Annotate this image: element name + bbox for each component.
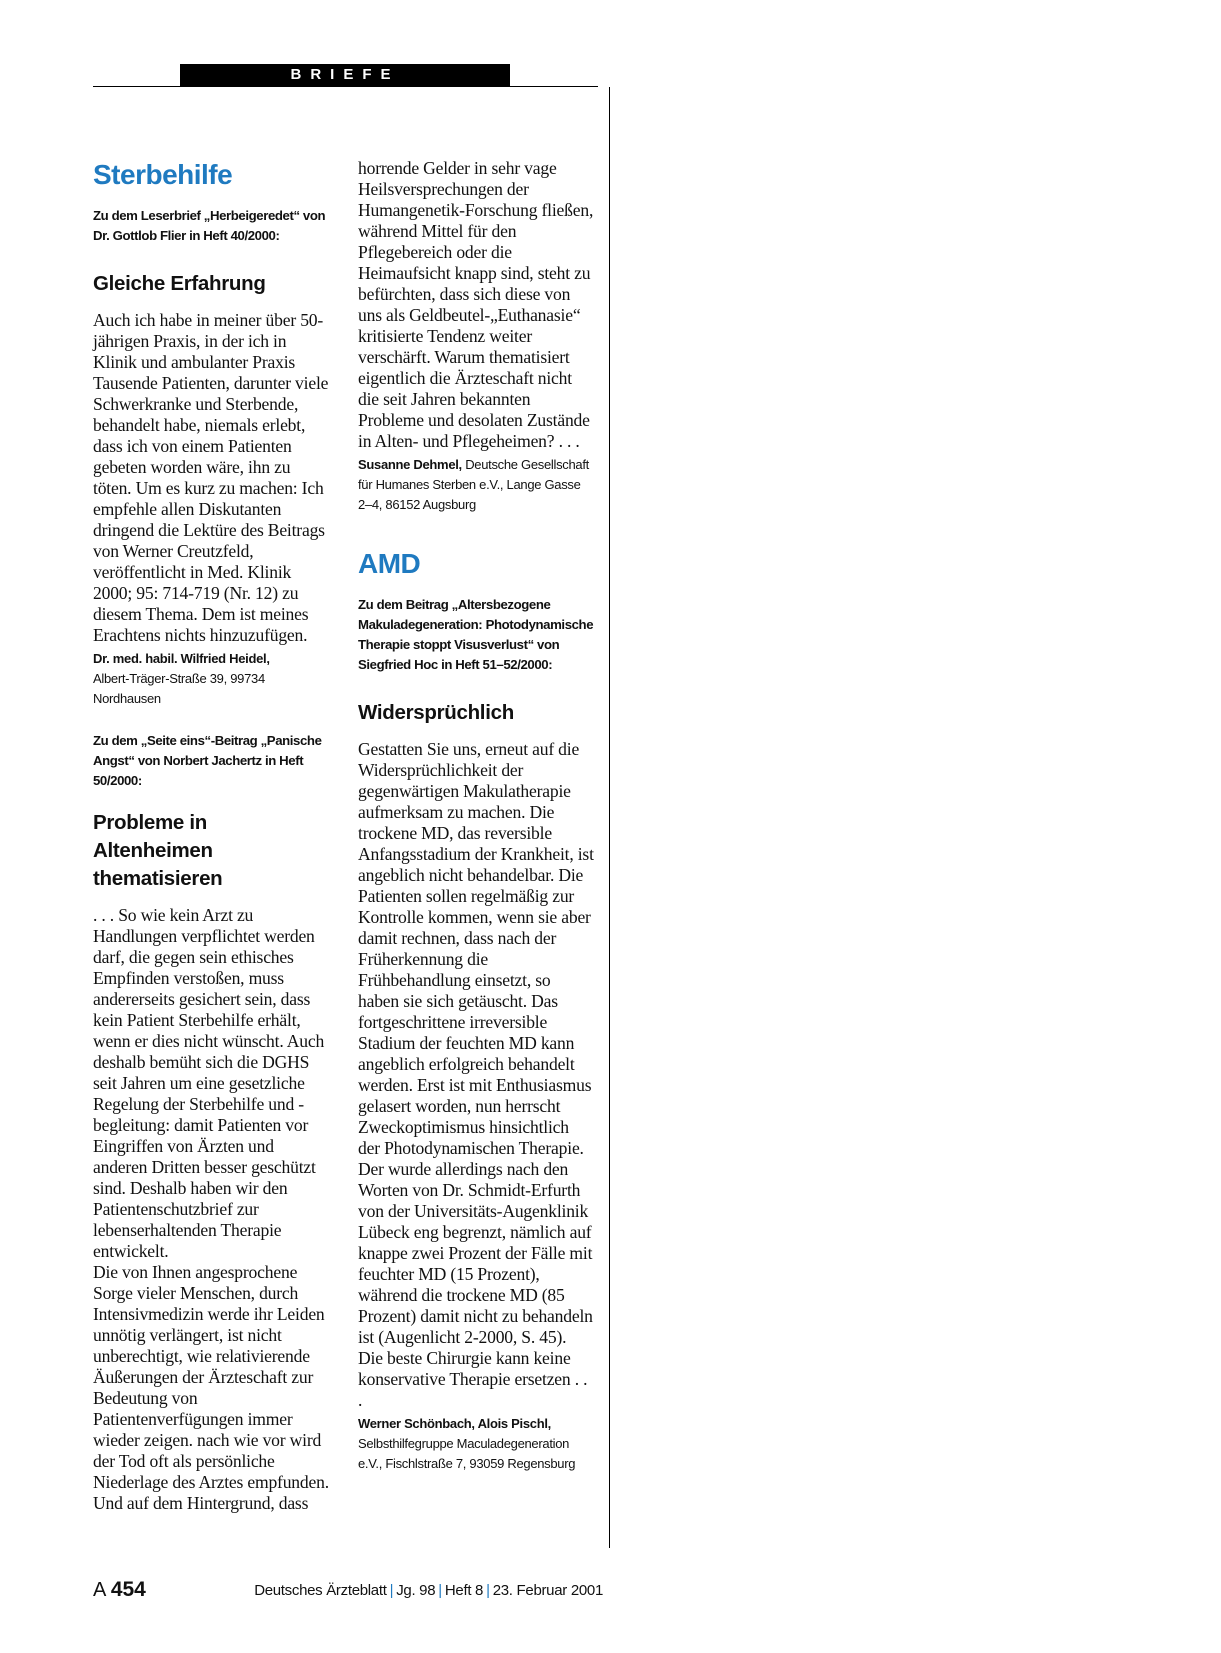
header-rule	[93, 86, 598, 87]
letter-intro: Zu dem Beitrag „Altersbezogene Makuladegeneration: Photodynamische Therapie stoppt Visusverlust“ von Siegfried Hoc in Heft 51–52/2000:	[358, 597, 594, 672]
column-rule	[609, 87, 610, 1548]
letter-body: . . . So wie kein Arzt zu Handlungen verpflichtet werden darf, die gegen sein ethisches Empfinden verstoßen, muss andererseits gesichert sein, dass kein Patient Sterbehilfe erhält, wenn er dies nicht wünscht. Auch deshalb bemüht sich die DGHS seit Jahren um eine gesetzliche Regelung der Sterbehilfe und -begleitung: damit Patienten vor Eingriffen von Ärzten und anderen Dritten besser geschützt sind. Deshalb haben wir den Patientenschutzbrief zur lebenserhaltenden Therapie entwickelt.	[93, 905, 325, 1261]
section-header-label: BRIEFE	[290, 66, 400, 83]
page-prefix: A	[93, 1579, 106, 1601]
letter-signature	[93, 649, 329, 709]
section-title-amd: AMD	[358, 548, 421, 579]
page-number-value: 454	[110, 1578, 146, 1601]
signature-name: Werner Schönbach, Alois Pischl,	[358, 1416, 551, 1431]
signature-address: Selbsthilfegruppe Maculadegeneration e.V., Fischlstraße 7, 93059 Regensburg	[358, 1436, 576, 1471]
journal-issue: Heft 8	[444, 1582, 484, 1599]
page-footer	[93, 1578, 603, 1608]
signature-address: Albert-Träger-Straße 39, 99734 Nordhausen	[93, 671, 265, 706]
letter-headline: Widersprüchlich	[358, 701, 514, 724]
section-header	[180, 64, 510, 86]
page-number	[93, 1578, 146, 1602]
letter-body: Die von Ihnen angesprochene Sorge vieler Menschen, durch Intensivmedizin werde ihr Leiden unnötig verlängert, ist nicht unberechtigt, wie relativierende Äußerungen der Ärzteschaft zur Bedeutung von Patientenverfügungen immer wieder zeigen. nach wie vor wird der Tod oft als persönliche Niederlage des Arztes empfunden. Und auf dem Hintergrund, dass	[93, 1262, 329, 1513]
signature-name: Dr. med. habil. Wilfried Heidel,	[93, 651, 270, 666]
letter-signature	[358, 455, 594, 515]
letter-headline: Gleiche Erfahrung	[93, 272, 266, 295]
signature-name: Susanne Dehmel,	[358, 457, 462, 472]
journal-date: 23. Februar 2001	[492, 1582, 603, 1599]
journal-volume: Jg. 98	[396, 1582, 436, 1599]
letter-signature	[358, 1414, 594, 1474]
letter-body: Gestatten Sie uns, erneut auf die Widersprüchlichkeit der gegenwärtigen Makulatherapie aufmerksam zu machen. Die trockene MD, das reversible Anfangsstadium der Krankheit, ist angeblich nicht behandelbar. Die Patienten sollen regelmäßig zur Kontrolle kommen, wenn sie aber damit rechnen, dass nach der Früherkennung die Frühbehandlung einsetzt, so haben sie sich getäuscht. Das fortgeschrittene irreversible Stadium der feuchten MD kann angeblich erfolgreich behandelt werden. Erst ist mit Enthusiasmus gelasert worden, nun herrscht Zweckoptimismus hinsichtlich der Photodynamischen Therapie. Der wurde allerdings nach den Worten von Dr. Schmidt-Erfurth von der Universitäts-Augenklinik Lübeck eng begrenzt, nämlich auf knappe zwei Prozent der Fälle mit feuchter MD (15 Prozent), während die trockene MD (85 Prozent) damit nicht zu behandeln ist (Augenlicht 2-2000, S. 45). Die beste Chirurgie kann keine konservative Therapie ersetzen . . .	[358, 739, 594, 1410]
letter-intro: Zu dem „Seite eins“-Beitrag „Panische Angst“ von Norbert Jachertz in Heft 50/2000:	[93, 733, 322, 788]
right-column	[358, 158, 594, 1474]
letter-headline: Probleme in Altenheimen thematisieren	[93, 811, 223, 890]
section-title-sterbehilfe: Sterbehilfe	[93, 159, 233, 190]
masthead: Deutsches Ärzteblatt | Jg. 98 | Heft 8 | 23. Februar 2001	[254, 1582, 603, 1599]
letter-intro: Zu dem Leserbrief „Herbeigeredet“ von Dr. Gottlob Flier in Heft 40/2000:	[93, 208, 326, 243]
letter-body-continued: horrende Gelder in sehr vage Heilsversprechungen der Humangenetik-Forschung fließen, während Mittel für den Pflegebereich oder die Heimaufsicht knapp sind, steht zu befürchten, dass sich diese von uns als Geldbeutel-„Euthanasie“ kritisierte Tendenz weiter verschärft. Warum thematisiert eigentlich die Ärzteschaft nicht die seit Jahren bekannten Probleme und desolaten Zustände in Alten- und Pflegeheimen? . . .	[358, 158, 594, 451]
signature-address: Deutsche Gesellschaft für Humanes Sterben e.V., Lange Gasse 2–4, 86152 Augsburg	[358, 457, 589, 512]
left-column	[93, 158, 329, 1514]
journal-name: Deutsches Ärzteblatt	[254, 1582, 387, 1599]
letter-body: Auch ich habe in meiner über 50-jährigen Praxis, in der ich in Klinik und ambulanter Praxis Tausende Patienten, darunter viele Schwerkranke und Sterbende, behandelt habe, niemals erlebt, dass ich von einem Patienten gebeten worden wäre, ihn zu töten. Um es kurz zu machen: Ich empfehle allen Diskutanten dringend die Lektüre des Beitrags von Werner Creutzfeld, veröffentlicht in Med. Klinik 2000; 95: 714-719 (Nr. 12) zu diesem Thema. Dem ist meines Erachtens nichts hinzuzufügen.	[93, 310, 329, 645]
